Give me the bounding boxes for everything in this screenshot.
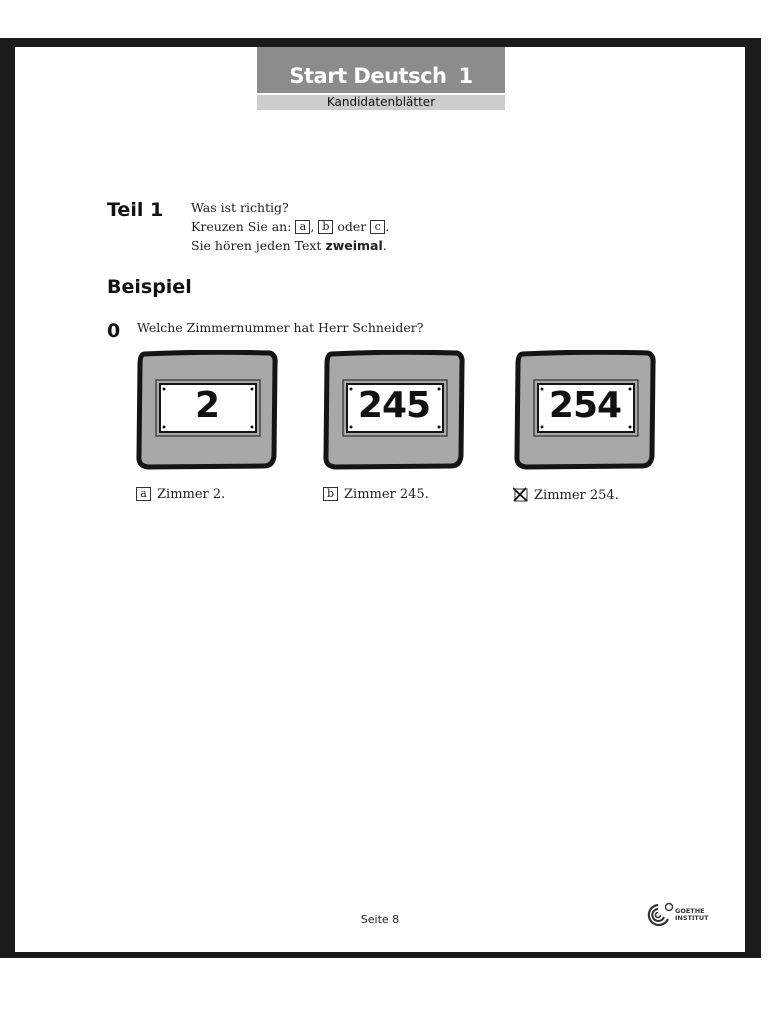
option-box-b: b [318, 220, 333, 234]
exam-title-bar [257, 47, 505, 93]
comma: , [310, 219, 315, 234]
question-text: Welche Zimmernummer hat Herr Schneider? [137, 320, 424, 335]
goethe-logo-icon [642, 901, 676, 929]
room-sign-image [514, 350, 656, 470]
answer-option-c[interactable] [513, 487, 619, 503]
instruction-line-2 [191, 217, 389, 236]
checked-checkbox-icon[interactable] [513, 487, 528, 502]
answer-text: Zimmer 254. [534, 488, 619, 503]
answer-text: Zimmer 2. [157, 487, 226, 502]
answer-text: Zimmer 245. [344, 487, 429, 502]
option-box-c: c [370, 220, 385, 234]
answer-checkbox[interactable]: b [323, 487, 338, 501]
exam-level: 1 [458, 64, 473, 88]
exam-title: Start Deutsch [289, 64, 447, 88]
example-heading: Beispiel [107, 276, 192, 298]
logo-line-2: INSTITUT [675, 914, 709, 922]
logo-line-1: GOETHE [675, 907, 705, 915]
instruction-text: Sie hören jeden Text [191, 238, 322, 253]
question-number: 0 [107, 320, 121, 342]
or-word: oder [337, 219, 367, 234]
room-sign-image [136, 350, 278, 470]
answer-option-a[interactable] [136, 487, 225, 502]
goethe-institut-logo [642, 901, 709, 929]
room-number: 254 [548, 385, 622, 426]
instructions [191, 198, 389, 255]
exam-subtitle: Kandidatenblätter [257, 95, 505, 110]
page-number: Seite 8 [360, 913, 400, 926]
period: . [385, 219, 390, 234]
section-heading: Teil 1 [107, 199, 164, 221]
answer-checkbox[interactable]: a [136, 487, 151, 501]
instruction-line-3 [191, 236, 389, 255]
instruction-line-1: Was ist richtig? [191, 200, 289, 215]
emphasis-text: zweimal [325, 238, 383, 253]
answer-option-b[interactable] [323, 487, 429, 502]
room-sign-image [323, 350, 465, 470]
option-box-a: a [295, 220, 310, 234]
document-page [15, 47, 745, 952]
room-number: 245 [357, 385, 431, 426]
logo-text [675, 908, 709, 922]
instruction-text: Kreuzen Sie an: [191, 219, 292, 234]
period: . [382, 238, 387, 253]
room-number: 2 [194, 385, 220, 426]
